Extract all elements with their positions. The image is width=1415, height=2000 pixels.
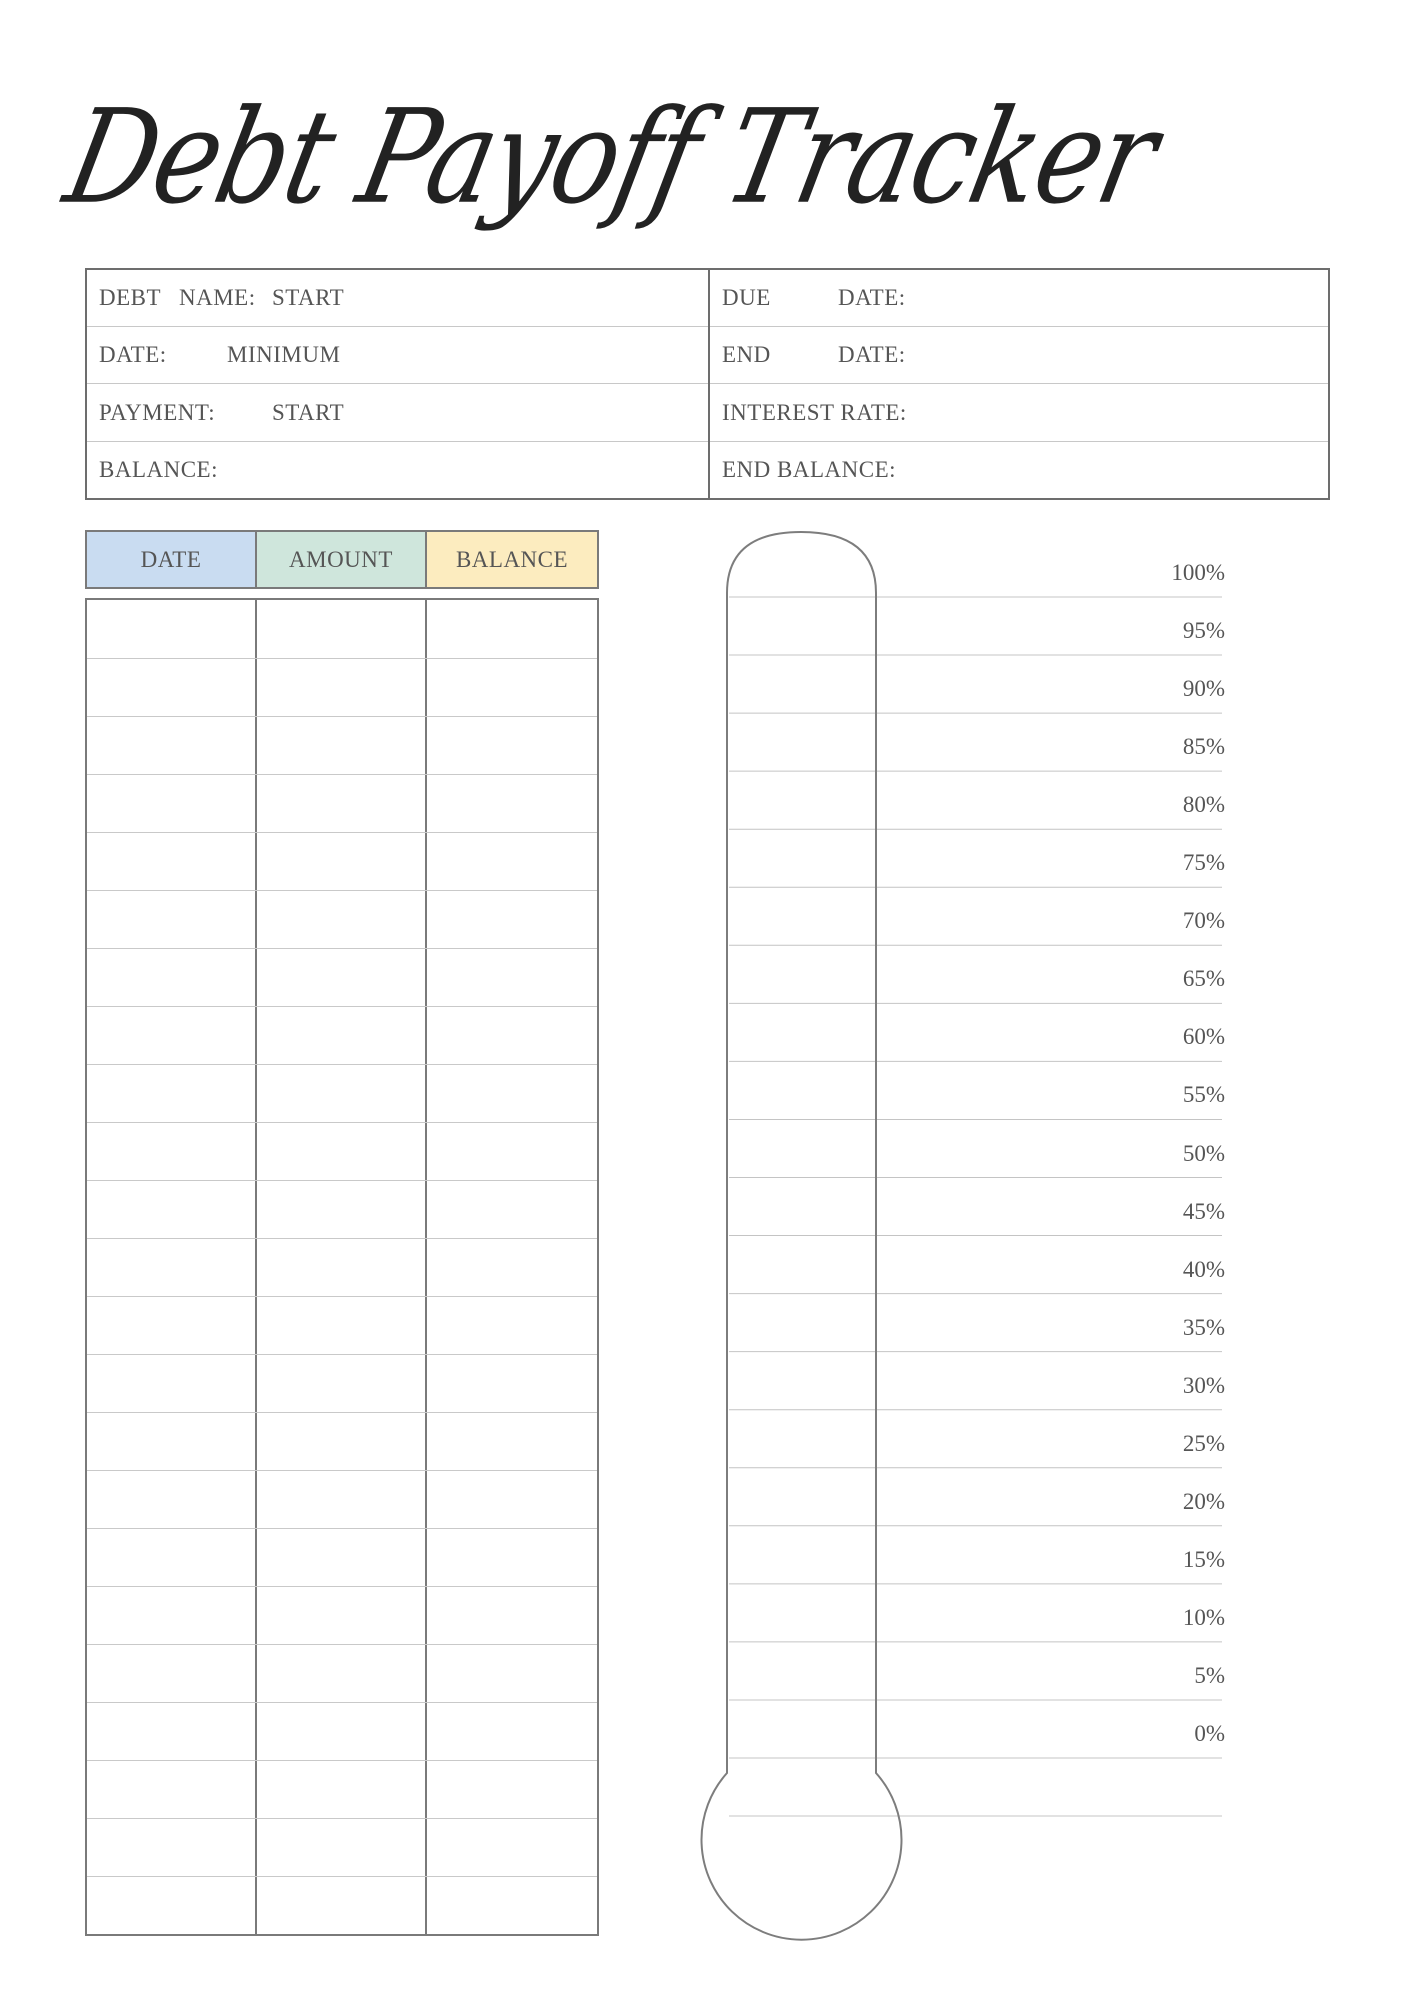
end-date-label: DATE: xyxy=(838,342,906,367)
percentage-label: 20% xyxy=(1182,1488,1225,1514)
percentage-label: 55% xyxy=(1182,1082,1225,1108)
balance-column-header: BALANCE xyxy=(425,530,599,589)
percentage-label: 40% xyxy=(1182,1256,1225,1282)
name-label: NAME: xyxy=(179,285,256,310)
date-column-header: DATE xyxy=(85,530,257,589)
balance-label: BALANCE: xyxy=(99,457,218,482)
percentage-label: 10% xyxy=(1182,1604,1225,1630)
percentage-label: 90% xyxy=(1182,676,1225,702)
thermometer-gridlines xyxy=(729,597,1222,1816)
percentage-label: 70% xyxy=(1182,908,1225,934)
percentage-label: 25% xyxy=(1182,1430,1225,1456)
due-date-label: DATE: xyxy=(838,285,906,310)
minimum-label: MINIMUM xyxy=(227,342,341,367)
amount-column-header: AMOUNT xyxy=(255,530,427,589)
percentage-label: 85% xyxy=(1182,734,1225,760)
percentage-label: 30% xyxy=(1182,1372,1225,1398)
start-label: START xyxy=(272,400,345,425)
percentage-label: 95% xyxy=(1182,618,1225,644)
percentage-label: 45% xyxy=(1182,1198,1225,1224)
percentage-label: 60% xyxy=(1182,1024,1225,1050)
percentage-label: 5% xyxy=(1194,1662,1225,1688)
interest-rate-label: INTEREST RATE: xyxy=(722,400,907,425)
start-label: START xyxy=(272,285,345,310)
page-title: Debt Payoff Tracker xyxy=(54,81,1169,233)
debt-label: DEBT xyxy=(99,285,162,310)
percentage-label: 50% xyxy=(1182,1140,1225,1166)
payment-label: PAYMENT: xyxy=(99,400,216,425)
percentage-label: 75% xyxy=(1182,850,1225,876)
percentage-label: 80% xyxy=(1182,792,1225,818)
percentage-label: 65% xyxy=(1182,966,1225,992)
due-label: DUE xyxy=(722,285,771,310)
end-balance-label: END BALANCE: xyxy=(722,457,897,482)
percentage-label: 0% xyxy=(1194,1721,1225,1746)
date-label: DATE: xyxy=(99,342,167,367)
percentage-label: 35% xyxy=(1182,1314,1225,1340)
percentage-label: 15% xyxy=(1182,1546,1225,1572)
percentage-label: 100% xyxy=(1171,560,1225,585)
end-label: END xyxy=(722,342,771,367)
